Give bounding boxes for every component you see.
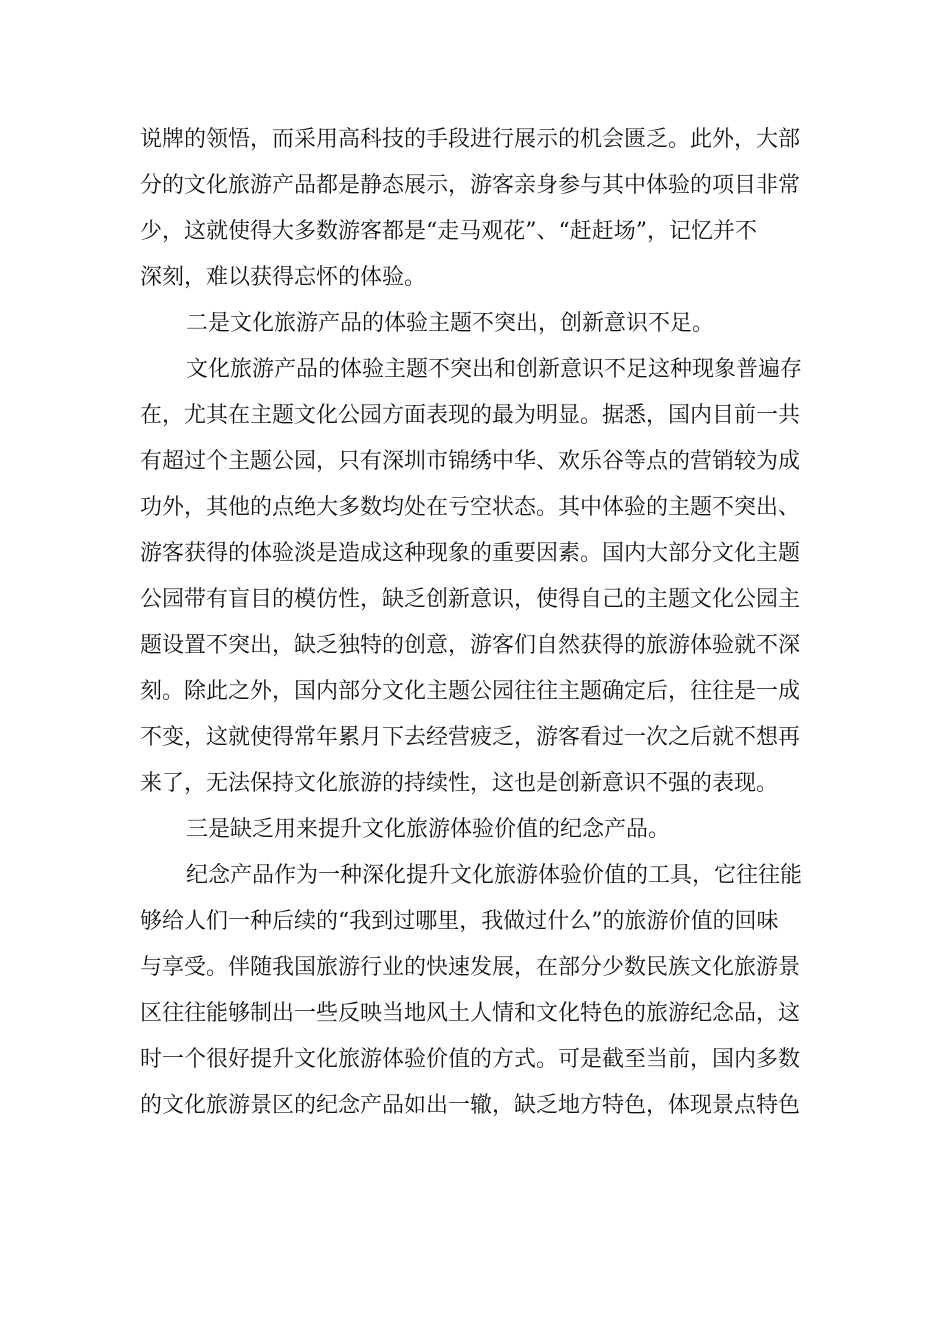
- text-line: 来了，无法保持文化旅游的持续性，这也是创新意识不强的表现。: [140, 771, 779, 796]
- text-line: 的文化旅游景区的纪念产品如出一辙，缺乏地方特色，体现景点特色: [140, 1093, 801, 1118]
- text-line: 功外，其他的点绝大多数均处在亏空状态。其中体验的主题不突出、: [140, 495, 801, 520]
- text-line: 说牌的领悟，而采用高科技的手段进行展示的机会匮乏。此外，大部: [140, 127, 801, 152]
- text-line: 公园带有盲目的模仿性，缺乏创新意识，使得自己的主题文化公园主: [140, 587, 801, 612]
- text-line: 游客获得的体验淡是造成这种现象的重要因素。国内大部分文化主题: [140, 541, 801, 566]
- document-body: [140, 117, 820, 1129]
- text-line: 时一个很好提升文化旅游体验价值的方式。可是截至当前，国内多数: [140, 1047, 801, 1072]
- text-line: 在，尤其在主题文化公园方面表现的最为明显。据悉，国内目前一共: [140, 403, 801, 428]
- text-line: 深刻，难以获得忘怀的体验。: [140, 265, 427, 290]
- text-line: 分的文化旅游产品都是静态展示，游客亲身参与其中体验的项目非常: [140, 173, 801, 198]
- text-line: 够给人们一种后续的“我到过哪里，我做过什么”的旅游价值的回味: [140, 909, 779, 934]
- text-line: 不变，这就使得常年累月下去经营疲乏，游客看过一次之后就不想再: [140, 725, 801, 750]
- text-line: 纪念产品作为一种深化提升文化旅游体验价值的工具，它往往能: [186, 863, 803, 888]
- text-line: 有超过个主题公园，只有深圳市锦绣中华、欢乐谷等点的营销较为成: [140, 449, 801, 474]
- section-heading: 三是缺乏用来提升文化旅游体验价值的纪念产品。: [186, 817, 671, 842]
- text-line: 区往往能够制出一些反映当地风土人情和文化特色的旅游纪念品，这: [140, 1001, 801, 1026]
- text-line: 题设置不突出，缺乏独特的创意，游客们自然获得的旅游体验就不深: [140, 633, 801, 658]
- text-line: 文化旅游产品的体验主题不突出和创新意识不足这种现象普遍存: [186, 357, 803, 382]
- text-line: 与享受。伴随我国旅游行业的快速发展，在部分少数民族文化旅游景: [140, 955, 801, 980]
- text-line: 刻。除此之外，国内部分文化主题公园往往主题确定后，往往是一成: [140, 679, 801, 704]
- section-heading: 二是文化旅游产品的体验主题不突出，创新意识不足。: [186, 311, 715, 336]
- text-line: 少，这就使得大多数游客都是“走马观花”、“赶赶场”，记忆并不: [140, 219, 757, 244]
